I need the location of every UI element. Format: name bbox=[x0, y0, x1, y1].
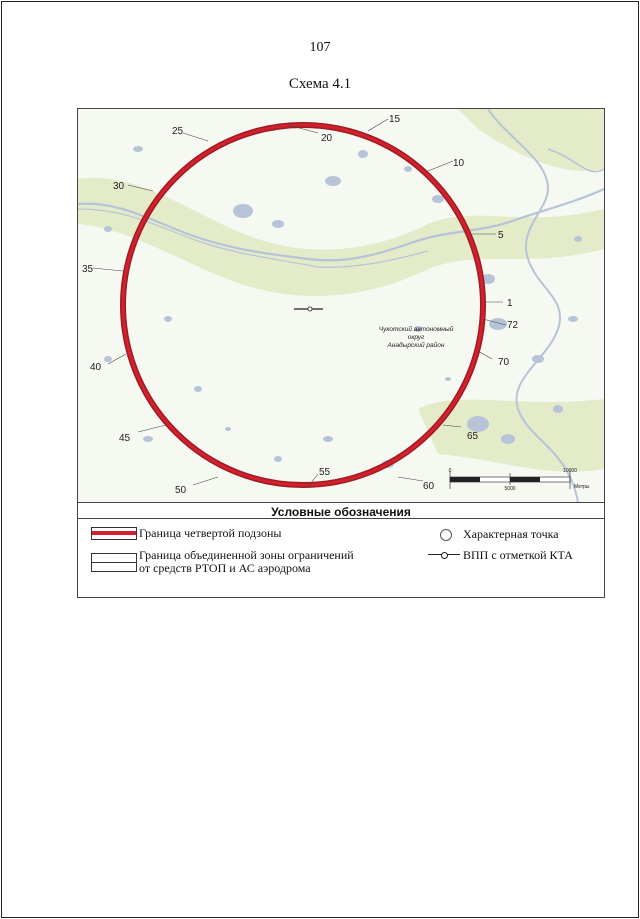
scheme-title: Схема 4.1 bbox=[288, 76, 352, 92]
scale-label-10000: 10000 bbox=[563, 468, 577, 474]
legend-title: Условные обозначения bbox=[271, 505, 411, 519]
point-label-45: 45 bbox=[119, 433, 131, 444]
point-label-1: 1 bbox=[507, 298, 513, 309]
scale-unit: Метры bbox=[574, 484, 590, 490]
point-label-10: 10 bbox=[453, 158, 465, 169]
map bbox=[78, 109, 604, 503]
point-label-50: 50 bbox=[175, 485, 187, 496]
legend-restriction-line-2: от средств РТОП и АС аэродрома bbox=[139, 561, 311, 575]
page-number: 107 bbox=[309, 40, 331, 55]
region-label-line-2: округ bbox=[407, 334, 425, 341]
point-symbol bbox=[440, 529, 452, 541]
point-label-5: 5 bbox=[498, 230, 504, 241]
point-label-40: 40 bbox=[90, 362, 102, 373]
legend-runway-label: ВПП с отметкой КТА bbox=[463, 548, 573, 562]
runway-symbol bbox=[428, 554, 460, 555]
runway-kta-mark bbox=[308, 307, 312, 311]
point-label-72: 72 bbox=[507, 320, 519, 331]
subzone-boundary-symbol bbox=[91, 527, 137, 540]
scheme-figure bbox=[77, 108, 605, 598]
region-label-line-1: Чукотский автономный bbox=[378, 326, 454, 333]
legend-divider bbox=[78, 518, 604, 519]
point-label-30: 30 bbox=[113, 181, 125, 192]
point-label-60: 60 bbox=[423, 481, 435, 492]
scale-label-0: 0 bbox=[448, 468, 452, 474]
map-canvas bbox=[78, 109, 604, 502]
legend-restriction-line-1: Граница объединенной зоны ограничений bbox=[139, 548, 354, 562]
scale-bar-seg-1 bbox=[450, 477, 480, 482]
point-label-20: 20 bbox=[321, 133, 333, 144]
scale-label-5000: 5000 bbox=[504, 486, 516, 492]
point-label-15: 15 bbox=[389, 114, 401, 125]
scale-bar-seg-2 bbox=[510, 477, 540, 482]
point-label-70: 70 bbox=[498, 357, 510, 368]
legend-point-label: Характерная точка bbox=[463, 527, 559, 541]
point-label-25: 25 bbox=[172, 126, 184, 137]
point-label-35: 35 bbox=[82, 264, 94, 275]
region-label-line-3: Анадырский район bbox=[387, 342, 445, 349]
point-label-65: 65 bbox=[467, 431, 479, 442]
point-label-55: 55 bbox=[319, 467, 331, 478]
legend-subzone-label: Граница четвертой подзоны bbox=[139, 526, 282, 540]
restriction-zone-symbol bbox=[91, 553, 137, 572]
